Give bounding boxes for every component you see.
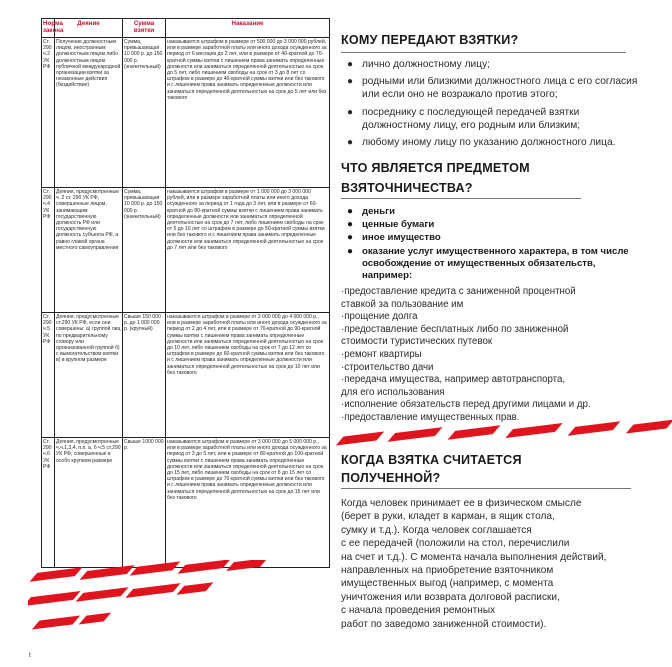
bullet-icon: ● xyxy=(347,106,354,118)
corner-mark: t xyxy=(29,652,31,659)
section2-title-line1: ЧТО ЯВЛЯЕТСЯ ПРЕДМЕТОМ xyxy=(341,161,530,175)
section3-title-line2: ПОЛУЧЕННОЙ? xyxy=(341,471,441,485)
bullet-icon: ● xyxy=(347,137,354,149)
bullet-icon: ● xyxy=(347,59,354,70)
table-header-row xyxy=(42,19,330,38)
row-norm: Ст. 290 ч.5 УК РФ xyxy=(42,313,55,438)
bribery-penalty-table xyxy=(41,18,330,568)
red-stripes-bottom-left xyxy=(28,560,268,645)
table-row xyxy=(42,188,330,313)
row-penalty: наказываются штрафом в размере от 3 000 000 до 5 000 000 р., или в размере заработной платы или иного дохода осужденного за период от 3 до 5 лет, или в размере от 80-кратной до 100-кратной суммы взятки с лишением права занимать определенные должности или заниматься определенной деятельностью на срок до 15 лет, либо лишением свободы на срок от 8 до 15 лет со штрафом в размере до 70-кратной суммы взятки или без такового и с лишением права занимать определенные должности или заниматься определенной деятельностью на срок до 15 лет или без такового xyxy=(166,438,330,568)
header-sum: Сумма взятки xyxy=(123,19,166,38)
section1-list xyxy=(345,58,640,149)
list-item: ● лично должностному лицу; xyxy=(347,59,490,70)
bullet-icon: ● xyxy=(347,232,354,244)
row-penalty: наказываются штрафом в размере от 2 000 000 до 4 000 000 р., или в размере заработной платы или иного дохода осужденного за период от 2 до 4 лет, или в размере от 70-кратной до 90-кратной суммы взятки с лишением права занимать определенные должности или заниматься определенной деятельностью на срок до 10 лет, либо лишением свободы на срок от 7 до 12 лет со штрафом в размере до 60-кратной суммы взятки или без такового и с лишением права занимать определенные должности или заниматься определенной деятельностью на срок до 10 лет или без такового xyxy=(166,313,330,438)
section3-divider xyxy=(341,488,631,489)
section2-examples: ·предоставление кредита с заниженной процентной ставкой за пользование им ·прощение долга ·предоставление бесплатных либо по заниженной стоимости туристических путевок ·ремонт квартиры ·строительство дачи ·передача имущества, например автотранспорта, для его использования ·исполнение обязательств перед другими лицами и др. ·предоставление имущественных прав. xyxy=(341,286,591,423)
list-item: ● иное имущество xyxy=(347,232,441,244)
row-penalty: наказывается штрафом в размере от 500 000 до 3 000 000 рублей, или в размере заработной платы или иного дохода осужденного за период от 6 месяцев до 2 лет, или в размере от 40-кратной до 70-кратной суммы взятки с лишением права занимать определенные должности или заниматься определенной деятельностью на срок до 5 лет, либо лишением свободы на срок от 3 до 8 лет со штрафом в размере до 40-кратной суммы взятки или без такового и с лишением права занимать определенные должности или заниматься определенной деятельностью на срок до 5 лет или без такового xyxy=(166,38,330,188)
list-item: ● деньги xyxy=(347,206,396,217)
row-norm: Ст. 290 ч.2 УК РФ xyxy=(42,38,55,188)
section2-list xyxy=(345,206,640,282)
row-norm: Ст. 290 ч.4 УК РФ xyxy=(42,188,55,313)
row-sum: Свыше 150 000 р. до 1 000 000 р. (крупный) xyxy=(123,313,166,438)
row-sum: Сумма, превышающая 10 000 р. до 150 000 р. (значительный) xyxy=(123,188,166,313)
row-penalty: наказывается штрафом в размере от 1 000 000 до 3 000 000 рублей, или в размере заработной платы или иного дохода осужденного за период от 1 года до 3 лет, или в размере от 60-кратной до 80-кратной суммы взятки с лишением права занимать определенные должности или заниматься определенной деятельностью на срок до 7 лет, либо лишением свободы на срок от 5 до 10 лет со штрафом в размере до 50-кратной суммы взятки или без такового и с лишением права занимать определенные должности или заниматься определенной деятельностью на срок до 7 лет или без такового xyxy=(166,188,330,313)
section2-divider xyxy=(341,198,581,199)
list-item: ● любому иному лицу по указанию должностного лица. xyxy=(347,137,616,149)
bullet-icon: ● xyxy=(347,76,354,88)
section3-body: Когда человек принимает ее в физическом смысле (берет в руки, кладет в карман, в ящик стола, сумку и т.д.). Когда человек соглашается с ее передачей (положили на стол, перечислили на счет и т.д.). С момента начала выполнения действий, направленных на приобретение взяточником имущественных выгод (например, с момента уничтожения или возврата долговой расписки, с начала проведения ремонтных работ по заведомо заниженной стоимости). xyxy=(341,498,607,630)
row-sum: Сумма, превышающая 10 000 р. до 150 000 р. (значительный) xyxy=(123,38,166,188)
row-act: Получение должностным лицом, иностранным должностным лицом либо должностным лицом публичной международной организации взятки за незаконные действия (бездействие) xyxy=(55,38,123,188)
list-item: ● родными или близкими должностного лица с его согласия или если оно не возражало против этого; xyxy=(347,76,638,101)
table-row xyxy=(42,313,330,438)
list-item: ● посреднику с последующей передачей взятки должностному лицу, его родным или близким; xyxy=(347,106,581,131)
header-norm: Норма закона xyxy=(42,19,55,38)
header-penalty: Наказание xyxy=(166,19,330,38)
list-item: ● ценные бумаги xyxy=(347,219,435,231)
row-norm: Ст. 290 ч.6 УК РФ xyxy=(42,438,55,568)
header-act: Деяние xyxy=(55,19,123,38)
table-row xyxy=(42,38,330,188)
bullet-icon: ● xyxy=(347,245,354,257)
section1-divider xyxy=(341,52,626,53)
row-act: Деяния, предусмотренные ст.290 УК РФ, если они совершены: а) группой лиц по предварительному сговору или организованной группой б) с вымогательством взятки в) в крупном размере xyxy=(55,313,123,438)
section3-title-line1: КОГДА ВЗЯТКА СЧИТАЕТСЯ xyxy=(341,453,522,467)
row-act: Деяния, предусмотренные ч. 2 ст. 290 УК РФ, совершенные лицом, занимающим государственную должность РФ или государственную должность субъекта РФ, а равно главой органа местного самоуправления xyxy=(55,188,123,313)
table-row xyxy=(42,438,330,568)
section2-title-line2: ВЗЯТОЧНИЧЕСТВА? xyxy=(341,181,473,195)
row-sum: Свыше 1000 000 р. xyxy=(123,438,166,568)
bullet-icon: ● xyxy=(347,206,354,217)
bullet-icon: ● xyxy=(347,219,354,231)
row-act: Деяния, предусмотренные ч.ч.1,3,4, п.п. а, б ч.5 ст.290 УК РФ, совершенные в особо крупном размере xyxy=(55,438,123,568)
list-item: ● оказание услуг имущественного характера, в том числе освобождение от имущественных обязательств, например: xyxy=(347,245,629,282)
section1-title: КОМУ ПЕРЕДАЮТ ВЗЯТКИ? xyxy=(341,33,519,47)
